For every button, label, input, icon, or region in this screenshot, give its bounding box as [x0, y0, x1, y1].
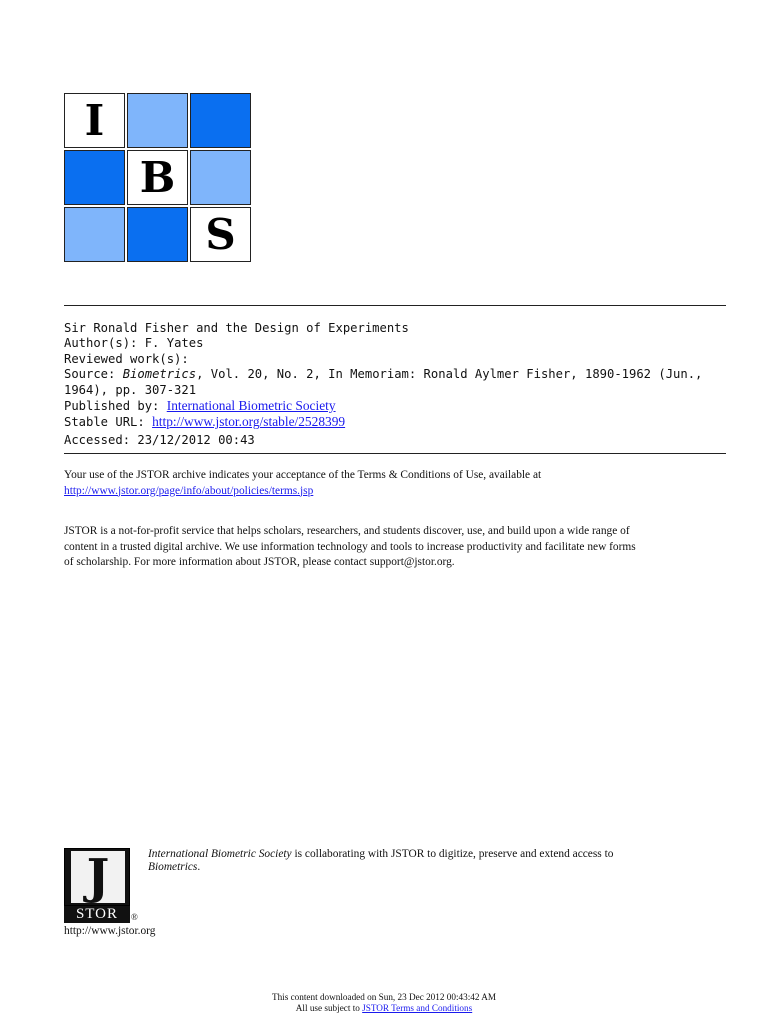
logo-cell: [190, 150, 251, 205]
terms-notice: All use subject to JSTOR Terms and Conditions: [295, 1003, 473, 1013]
about-line: content in a trusted digital archive. We use information technology and tools to increase productivity and facilitate new forms: [64, 540, 636, 553]
jstor-logo: [64, 848, 138, 924]
publisher-link[interactable]: International Biometric Society: [166, 398, 336, 414]
published-by: Published by: International Biometric Society: [64, 398, 336, 414]
author-name: F. Yates: [144, 336, 204, 351]
collaboration-statement: International Biometric Society is collaborating with JSTOR to digitize, preserve and extend access to Biometrics.: [148, 848, 614, 873]
article-source-cont: 1964), pp. 307-321: [64, 382, 197, 397]
collab-journal: Biometrics: [148, 861, 198, 873]
logo-cell: [190, 93, 251, 148]
terms-conditions-link[interactable]: JSTOR Terms and Conditions: [362, 1003, 473, 1013]
collab-society: International Biometric Society: [148, 848, 292, 860]
logo-letter: S: [205, 210, 236, 259]
divider-top: [64, 305, 726, 306]
divider-middle: [64, 453, 726, 454]
jstor-logo-box: [64, 848, 130, 906]
terms-text: Your use of the JSTOR archive indicates your acceptance of the Terms & Conditions of Use, available at: [64, 469, 542, 481]
logo-cell: [190, 207, 251, 262]
about-line: JSTOR is a not-for-profit service that helps scholars, researchers, and students discover, use, and build upon a wide range of: [64, 525, 630, 537]
logo-cell: [64, 150, 125, 205]
stable-url-link[interactable]: http://www.jstor.org/stable/2528399: [152, 414, 346, 430]
article-source: Source: Biometrics, Vol. 20, No. 2, In Memoriam: Ronald Aylmer Fisher, 1890-1962 (Jun.,: [64, 367, 703, 382]
article-metadata: [64, 321, 702, 448]
article-author: Author(s): F. Yates: [64, 336, 204, 351]
logo-cell: [127, 93, 188, 148]
download-footer: [0, 992, 768, 1014]
logo-cell: [64, 93, 125, 148]
logo-cell: [127, 150, 188, 205]
registered-mark: ®: [131, 912, 138, 922]
about-line: of scholarship. For more information about JSTOR, please contact support@jstor.org.: [64, 556, 455, 568]
jstor-logo-word: STOR: [64, 906, 130, 923]
about-paragraph: [64, 524, 726, 571]
stable-url: Stable URL: http://www.jstor.org/stable/2528399: [64, 414, 346, 430]
accessed-date: Accessed: 23/12/2012 00:43: [64, 432, 255, 447]
terms-paragraph: [64, 468, 726, 499]
article-title: Sir Ronald Fisher and the Design of Experiments: [64, 321, 409, 335]
reviewed-works: Reviewed work(s):: [64, 351, 189, 366]
ibs-logo: [64, 93, 254, 263]
jstor-homepage-url: http://www.jstor.org: [64, 925, 156, 937]
logo-cell: [127, 207, 188, 262]
logo-letter: I: [84, 96, 105, 145]
logo-letter: B: [139, 153, 176, 202]
source-journal: Biometrics: [122, 367, 197, 382]
terms-link[interactable]: http://www.jstor.org/page/info/about/policies/terms.jsp: [64, 484, 314, 497]
logo-cell: [64, 207, 125, 262]
jstor-logo-letter: J: [71, 851, 125, 903]
download-notice: This content downloaded on Sun, 23 Dec 2012 00:43:42 AM: [271, 992, 497, 1002]
